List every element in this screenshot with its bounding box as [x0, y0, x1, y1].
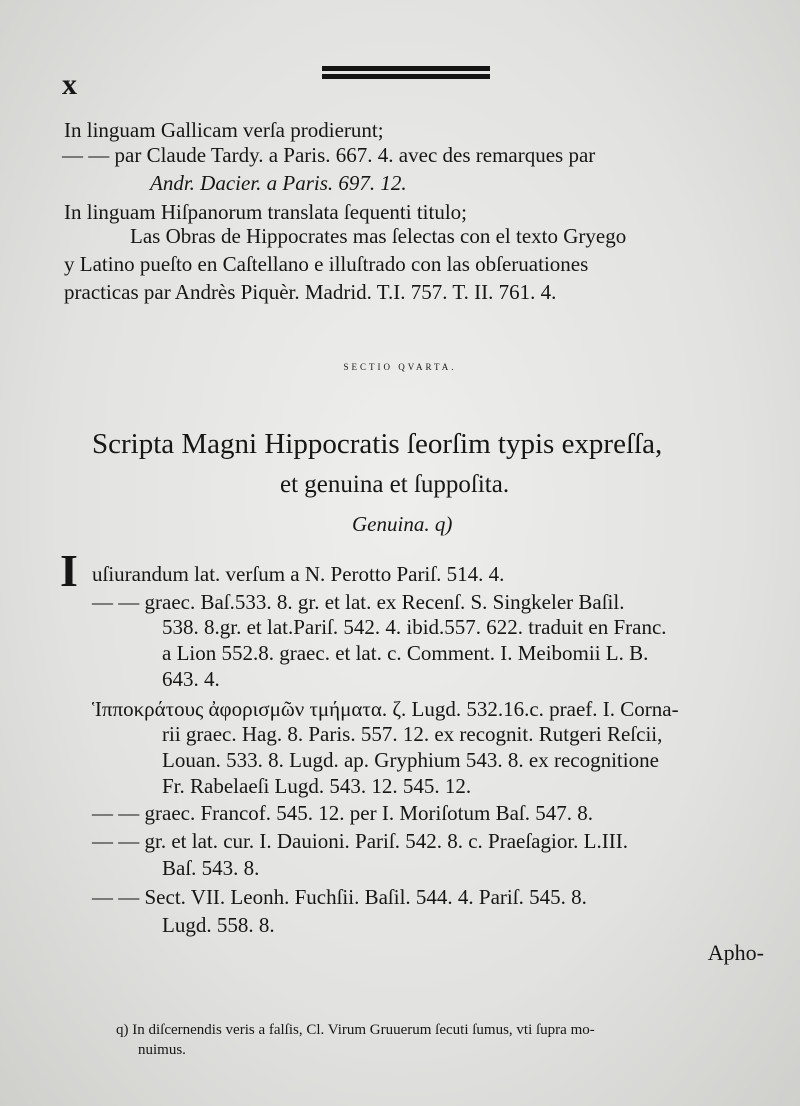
text-line: practicas par Andrès Piquèr. Madrid. T.I. 757. T. II. 761. 4.	[64, 280, 557, 304]
section-subheading: et genuina et ſuppoſita.	[280, 471, 510, 498]
entry-line: Ἱπποκράτους ἀφορισμῶν τμήματα. ζ. Lugd. 532.16.c. praef. I. Corna-	[92, 697, 679, 721]
entry-line: Louan. 533. 8. Lugd. ap. Gryphium 543. 8. ex recognitione	[162, 748, 659, 772]
footnote-line: nuimus.	[138, 1042, 186, 1058]
text-line: In linguam Gallicam verſa prodierunt;	[64, 118, 384, 142]
drop-cap: I	[60, 545, 78, 596]
entry-line: Baſ. 543. 8.	[162, 856, 260, 880]
entry-line: rii graec. Hag. 8. Paris. 557. 12. ex recognit. Rutgeri Reſcii,	[162, 722, 663, 746]
text-line: In linguam Hiſpanorum translata ſequenti titulo;	[64, 200, 467, 224]
entry-line: 643. 4.	[162, 667, 220, 691]
entry-line: a Lion 552.8. graec. et lat. c. Comment. I. Meibomii L. B.	[162, 641, 649, 665]
entry-line: — — gr. et lat. cur. I. Dauioni. Pariſ. 542. 8. c. Praeſagior. L.III.	[92, 829, 628, 853]
section-title: SECTIO QVARTA.	[343, 362, 457, 372]
header-ornament	[322, 66, 490, 80]
entry-line: uſiurandum lat. verſum a N. Perotto Pariſ. 514. 4.	[92, 562, 505, 586]
entry-line: Fr. Rabelaeſi Lugd. 543. 12. 545. 12.	[162, 774, 472, 798]
footnote-line: q) In diſcernendis veris a falſis, Cl. Virum Gruuerum ſecuti ſumus, vti ſupra mo-	[116, 1022, 595, 1038]
catchword: Apho-	[707, 940, 764, 965]
entry-line: Lugd. 558. 8.	[162, 913, 275, 937]
page-number: x	[62, 68, 77, 101]
section-heading: Scripta Magni Hippocratis ſeorſim typis expreſſa,	[92, 428, 663, 460]
entry-line: — — graec. Francof. 545. 12. per I. Moriſotum Baſ. 547. 8.	[92, 801, 593, 825]
genuina-heading: Genuina. q)	[352, 512, 453, 536]
entry-line: — — graec. Baſ.533. 8. gr. et lat. ex Recenſ. S. Singkeler Baſil.	[92, 590, 625, 614]
text-line: — — par Claude Tardy. a Paris. 667. 4. avec des remarques par	[62, 143, 596, 167]
entry-line: 538. 8.gr. et lat.Pariſ. 542. 4. ibid.557. 622. traduit en Franc.	[162, 615, 667, 639]
text-line: Las Obras de Hippocrates mas ſelectas con el texto Gryego	[130, 224, 627, 248]
entry-line: — — Sect. VII. Leonh. Fuchſii. Baſil. 544. 4. Pariſ. 545. 8.	[92, 885, 587, 909]
text-line: y Latino pueſto en Caſtellano e illuſtrado con las obſeruationes	[64, 252, 589, 276]
text-line: Andr. Dacier. a Paris. 697. 12.	[150, 171, 407, 195]
